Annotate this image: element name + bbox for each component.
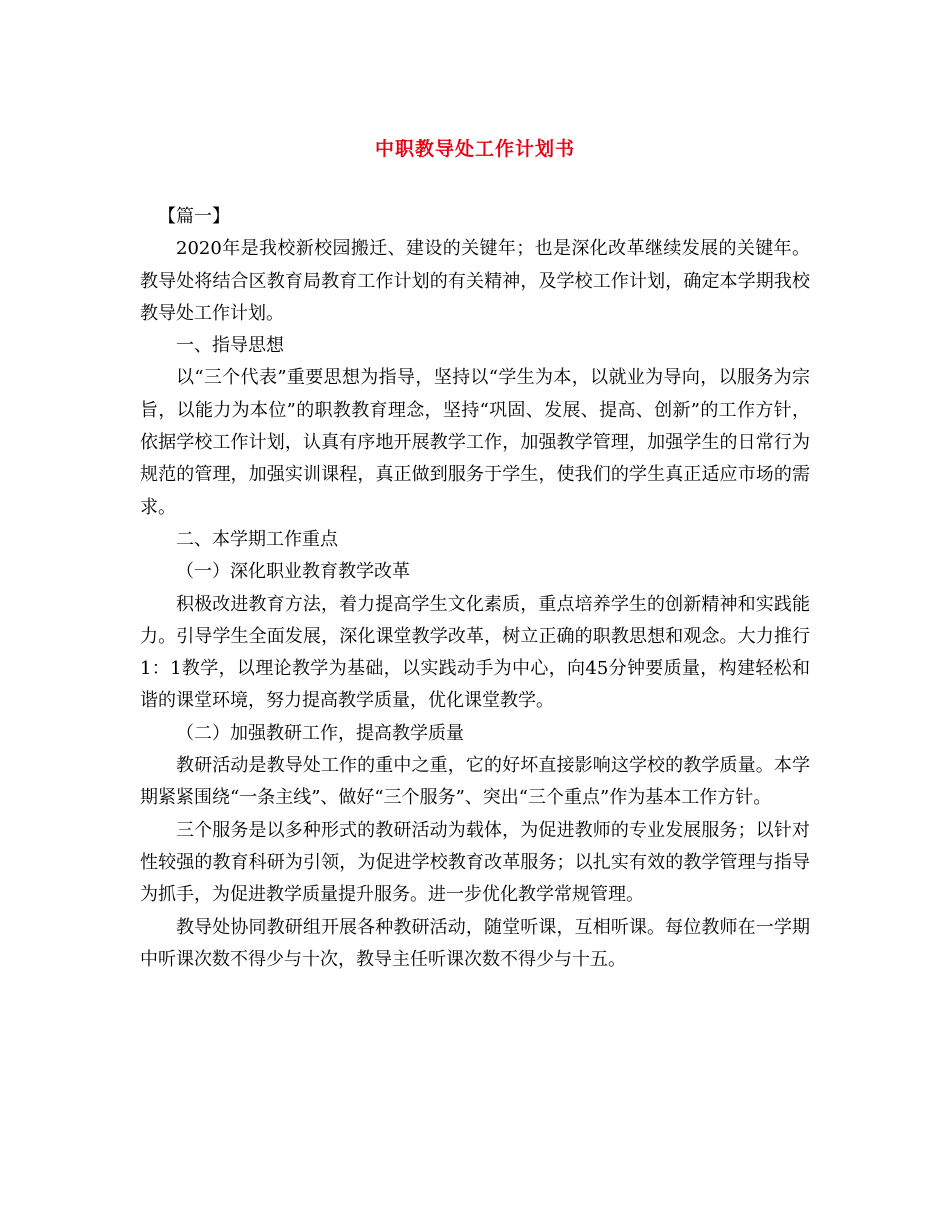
body-paragraph: 以“三个代表”重要思想为指导，坚持以“学生为本，以就业为导向，以服务为宗旨，以能力为本位”的职教教育理念，坚持“巩固、发展、提高、创新”的工作方针，依据学校工作计划，认真有序地开展教学工作，加强教学管理，加强学生的日常行为规范的管理，加强实训课程，真正做到服务于学生，使我们的学生真正适应市场的需求。 xyxy=(140,367,810,518)
body-paragraph: 教研活动是教导处工作的重中之重，它的好坏直接影响这学校的教学质量。本学期紧紧围绕“一条主线”、做好“三个服务”、突出“三个重点”作为基本工作方针。 xyxy=(140,755,810,809)
body-paragraph: 2020年是我校新校园搬迁、建设的关键年；也是深化改革继续发展的关键年。教导处将结合区教育局教育工作计划的有关精神，及学校工作计划，确定本学期我校教导处工作计划。 xyxy=(140,238,810,324)
body-paragraph: 教导处协同教研组开展各种教研活动，随堂听课，互相听课。每位教师在一学期中听课次数不得少与十次，教导主任听课次数不得少与十五。 xyxy=(140,916,810,970)
subsection-heading: （二）加强教研工作，提高教学质量 xyxy=(176,722,464,744)
section-label: 【篇一】 xyxy=(158,206,230,227)
subsection-heading: （一）深化职业教育教学改革 xyxy=(176,561,410,583)
document-title: 中职教导处工作计划书 xyxy=(374,138,575,160)
body-paragraph: 积极改进教育方法，着力提高学生文化素质，重点培养学生的创新精神和实践能力。引导学生全面发展，深化课堂教学改革，树立正确的职教思想和观念。大力推行1：1教学，以理论教学为基础，以实践动手为中心，向45分钟要质量，构建轻松和谐的课堂环境，努力提高教学质量，优化课堂教学。 xyxy=(140,593,810,712)
section-heading: 二、本学期工作重点 xyxy=(176,528,338,550)
section-heading: 一、指导思想 xyxy=(176,335,284,357)
document-body xyxy=(140,201,810,976)
body-paragraph: 三个服务是以多种形式的教研活动为载体，为促进教师的专业发展服务；以针对性较强的教育科研为引领，为促进学校教育改革服务；以扎实有效的教学管理与指导为抓手，为促进教学质量提升服务。进一步优化教学常规管理。 xyxy=(140,819,810,906)
